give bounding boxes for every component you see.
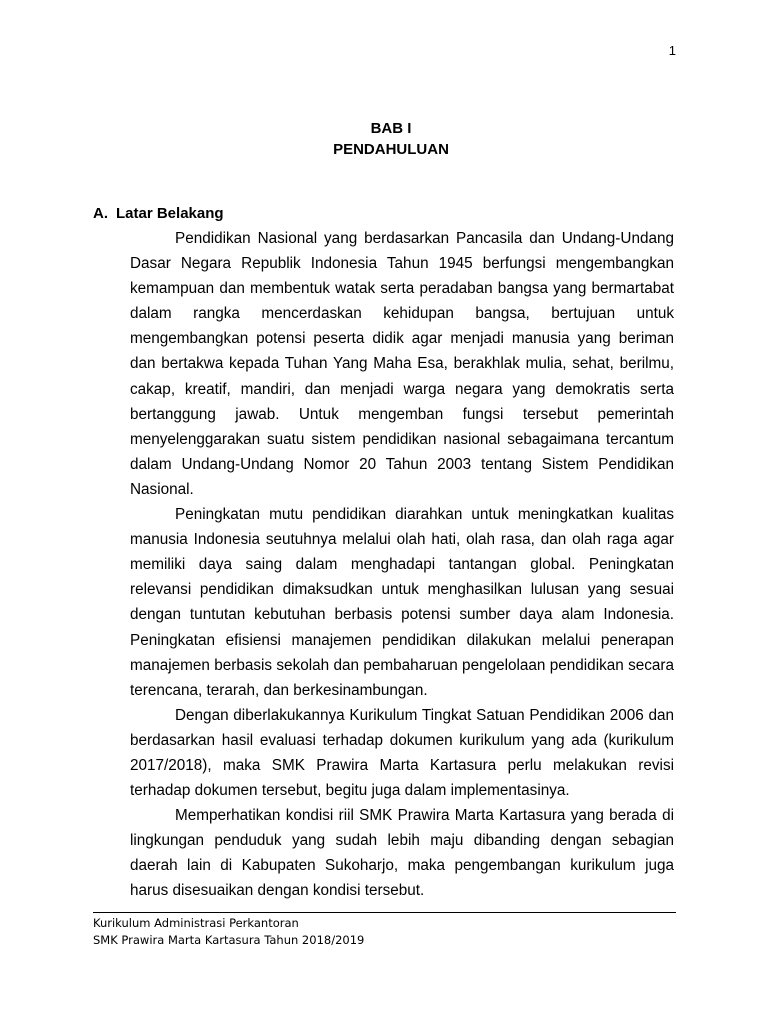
- chapter-label: BAB I: [370, 120, 412, 137]
- section-heading: [93, 204, 224, 224]
- body-text: [130, 226, 674, 904]
- footer-line: Kurikulum Administrasi Perkantoran: [93, 916, 299, 930]
- page-footer: [93, 915, 364, 949]
- paragraph: Memperhatikan kondisi riil SMK Prawira Marta Kartasura yang berada di lingkungan penduduk yang sudah lebih maju dibanding dengan sebagian daerah lain di Kabupaten Sukoharjo, maka pengembangan kurikulum juga harus disesuaikan dengan kondisi tersebut.: [130, 807, 674, 900]
- section-number: A.: [93, 205, 108, 222]
- chapter-title: PENDAHULUAN: [333, 141, 449, 158]
- paragraph: Dengan diberlakukannya Kurikulum Tingkat Satuan Pendidikan 2006 dan berdasarkan hasil evaluasi terhadap dokumen kurikulum yang ada (kurikulum 2017/2018), maka SMK Prawira Marta Kartasura perlu melakukan revisi terhadap dokumen tersebut, begitu juga dalam implementasinya.: [130, 706, 674, 800]
- footer-divider: [93, 912, 676, 913]
- chapter-heading: [0, 118, 768, 160]
- section-title: Latar Belakang: [116, 205, 224, 222]
- footer-line: SMK Prawira Marta Kartasura Tahun 2018/2019: [93, 933, 365, 947]
- paragraph: Peningkatan mutu pendidikan diarahkan untuk meningkatkan kualitas manusia Indonesia seutuhnya melalui olah hati, olah rasa, dan olah raga agar memiliki daya saing dalam menghadapi tantangan global. Peningkatan relevansi pendidikan dimaksudkan untuk menghasilkan lulusan yang sesuai dengan tuntutan kebutuhan berbasis potensi sumber daya alam Indonesia. Peningkatan efisiensi manajemen pendidikan dilakukan melalui penerapan manajemen berbasis sekolah dan pembaharuan pengelolaan pendidikan secara terencana, terarah, dan berkesinambungan.: [130, 506, 674, 699]
- page-number: 1: [668, 43, 676, 58]
- paragraph: Pendidikan Nasional yang berdasarkan Pancasila dan Undang-Undang Dasar Negara Republik Indonesia Tahun 1945 berfungsi mengembangkan kemampuan dan membentuk watak serta peradaban bangsa yang bermartabat dalam rangka mencerdaskan kehidupan bangsa, bertujuan untuk mengembangkan potensi peserta didik agar menjadi manusia yang beriman dan bertakwa kepada Tuhan Yang Maha Esa, berakhlak mulia, sehat, berilmu, cakap, kreatif, mandiri, dan menjadi warga negara yang demokratis serta bertanggung jawab. Untuk mengemban fungsi tersebut pemerintah menyelenggarakan suatu sistem pendidikan nasional sebagaimana tercantum dalam Undang-Undang Nomor 20 Tahun 2003 tentang Sistem Pendidikan Nasional.: [130, 230, 674, 498]
